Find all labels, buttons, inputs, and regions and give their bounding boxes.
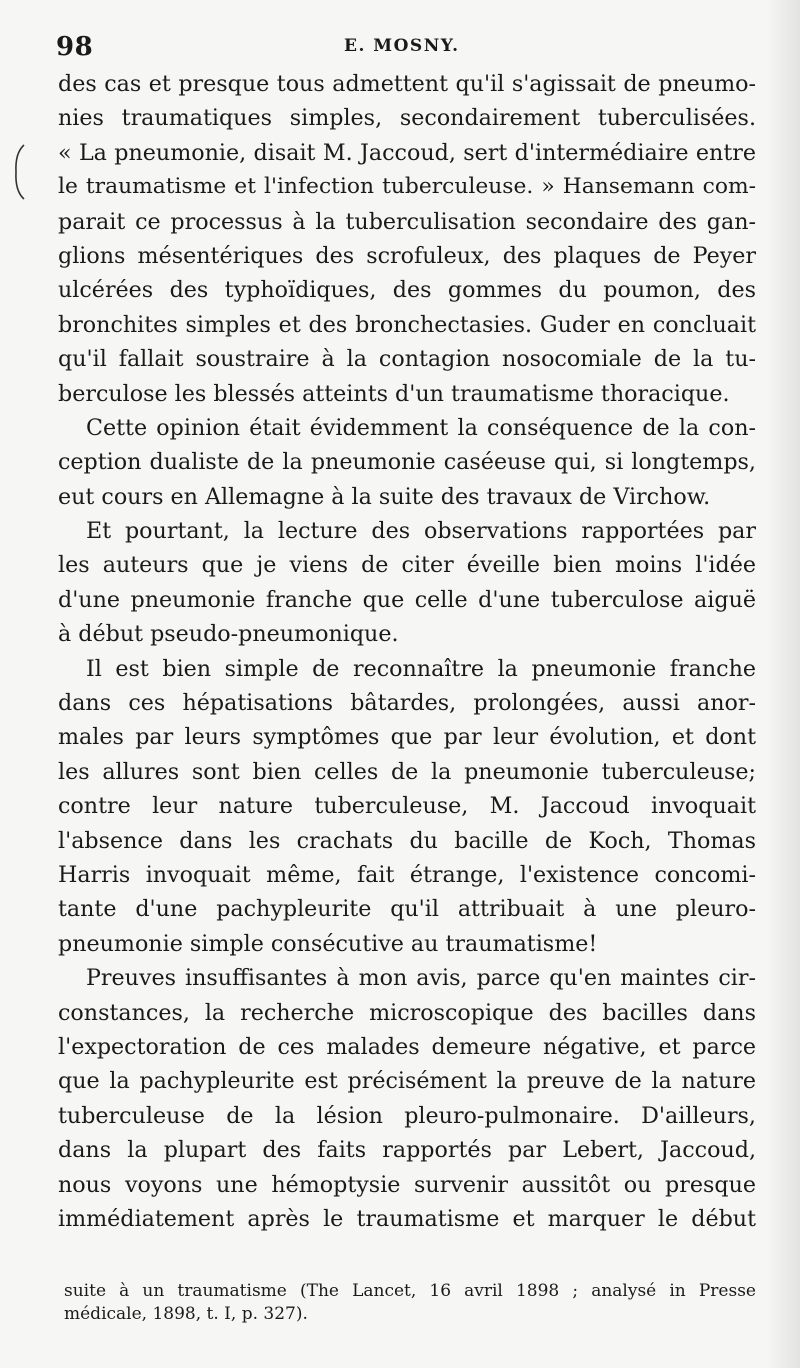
text-line: qu'il fallait soustraire à la contagion nosocomiale de la tu-: [58, 346, 756, 373]
text-line: tuberculeuse de la lésion pleuro-pulmonaire. D'ailleurs,: [58, 1102, 756, 1129]
text-line: Il est bien simple de reconnaître la pneumonie franche: [86, 655, 756, 682]
running-head: E. MOSNY.: [344, 36, 460, 56]
page-edge-shadow: [766, 0, 800, 1368]
text-line: immédiatement après le traumatisme et marquer le début: [58, 1205, 756, 1232]
text-line: eut cours en Allemagne à la suite des travaux de Virchow.: [58, 483, 711, 510]
text-line: constances, la recherche microscopique des bacilles dans: [58, 999, 756, 1026]
footnote-line: médicale, 1898, t. I, p. 327).: [64, 1304, 308, 1324]
text-line: nous voyons une hémoptysie survenir aussitôt ou presque: [58, 1171, 756, 1198]
footnote-line: suite à un traumatisme (The Lancet, 16 avril 1898 ; analysé in Presse: [64, 1281, 756, 1301]
text-line: Et pourtant, la lecture des observations rapportées par: [86, 518, 756, 545]
text-line: « La pneumonie, disait M. Jaccoud, sert d'intermédiaire entre: [58, 139, 756, 166]
text-line: nies traumatiques simples, secondairement tuberculisées.: [58, 105, 756, 132]
text-line: Preuves insuffisantes à mon avis, parce qu'en maintes cir-: [86, 965, 756, 992]
text-line: les auteurs que je viens de citer éveille bien moins l'idée: [58, 552, 756, 579]
body-text: [58, 67, 756, 1236]
text-line: ception dualiste de la pneumonie caséeuse qui, si longtemps,: [58, 449, 756, 476]
text-line: l'absence dans les crachats du bacille de Koch, Thomas: [58, 827, 756, 854]
text-line: bronchites simples et des bronchectasies. Guder en concluait: [58, 311, 756, 338]
page-header: [56, 28, 756, 64]
text-line: Cette opinion était évidemment la conséquence de la con-: [86, 414, 756, 441]
text-line: Harris invoquait même, fait étrange, l'existence concomi-: [58, 861, 756, 888]
text-line: que la pachypleurite est précisément la preuve de la nature: [58, 1068, 756, 1095]
text-line: les allures sont bien celles de la pneumonie tuberculeuse;: [58, 758, 756, 785]
text-line: glions mésentériques des scrofuleux, des plaques de Peyer: [58, 242, 756, 269]
text-line: dans la plupart des faits rapportés par Lebert, Jaccoud,: [58, 1137, 756, 1164]
text-line: contre leur nature tuberculeuse, M. Jaccoud invoquait: [58, 793, 756, 820]
text-line: à début pseudo-pneumonique.: [58, 621, 399, 648]
text-line: dans ces hépatisations bâtardes, prolongées, aussi anor-: [58, 690, 756, 717]
page-number: 98: [56, 32, 94, 62]
text-line: berculose les blessés atteints d'un traumatisme thoracique.: [58, 380, 730, 407]
text-line: tante d'une pachypleurite qu'il attribuait à une pleuro-: [58, 896, 756, 923]
text-line: le traumatisme et l'infection tuberculeuse. » Hansemann com-: [58, 174, 756, 200]
text-line: ulcérées des typhoïdiques, des gommes du poumon, des: [58, 277, 756, 304]
footnote: [64, 1280, 756, 1326]
text-line: d'une pneumonie franche que celle d'une tuberculose aiguë: [58, 586, 756, 613]
text-line: des cas et presque tous admettent qu'il s'agissait de pneumo-: [58, 71, 756, 97]
text-line: pneumonie simple consécutive au traumatisme!: [58, 930, 598, 957]
text-line: parait ce processus à la tuberculisation secondaire des gan-: [58, 208, 756, 235]
text-line: males par leurs symptômes que par leur évolution, et dont: [58, 724, 756, 751]
text-line: l'expectoration de ces malades demeure négative, et parce: [58, 1033, 756, 1060]
margin-bracket-mark: [12, 143, 26, 201]
